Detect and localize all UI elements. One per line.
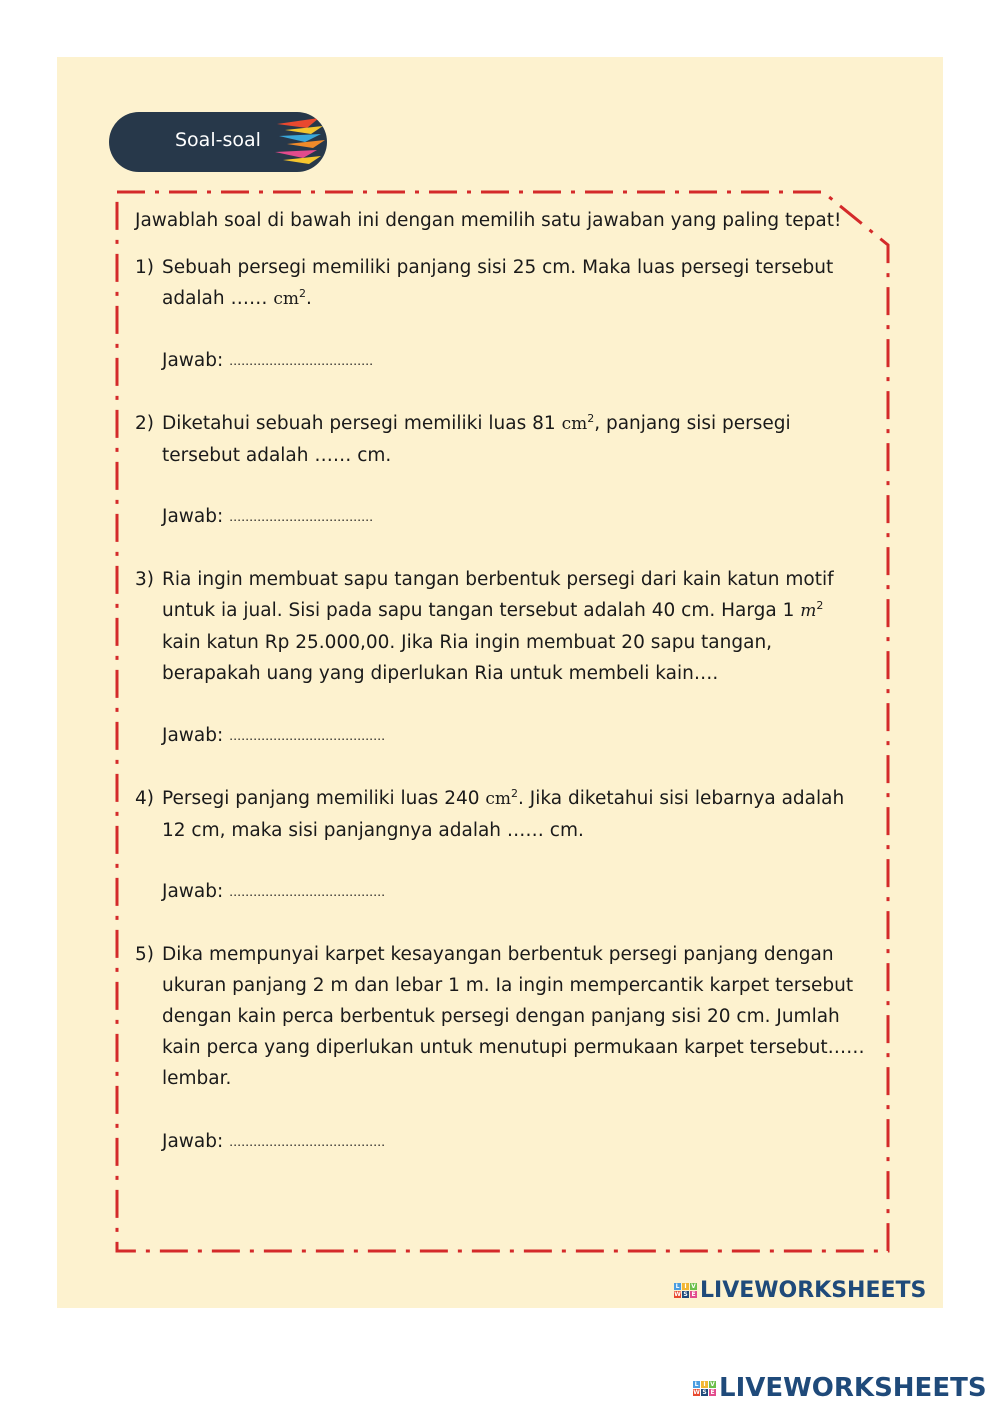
unit: cm bbox=[485, 789, 512, 809]
question-text-line: tersebut adalah …… cm. bbox=[162, 445, 392, 466]
unit: m bbox=[800, 601, 817, 621]
answer-label: Jawab: bbox=[162, 1131, 224, 1152]
liveworksheets-watermark: L I V W S E LIVEWORKSHEETS bbox=[674, 1278, 927, 1303]
section-title: Soal-soal bbox=[175, 129, 261, 151]
question-text-line: Diketahui sebuah persegi memiliki luas 81 $cm^2$, panjang sisi persegi bbox=[162, 411, 791, 434]
question-number: 4) bbox=[135, 788, 154, 809]
question-number: 2) bbox=[135, 413, 154, 434]
answer-blank[interactable]: ………………………………… bbox=[229, 885, 386, 899]
answer-blank[interactable]: ……………………………… bbox=[229, 510, 374, 524]
unit-exponent: 2 bbox=[816, 598, 824, 612]
unit: cm bbox=[561, 414, 588, 434]
question-text-line: lembar. bbox=[162, 1068, 232, 1089]
answer-field[interactable] bbox=[162, 876, 385, 908]
question-text-line: Dika mempunyai karpet kesayangan berbentuk persegi panjang dengan bbox=[162, 944, 834, 965]
answer-blank[interactable]: ………………………………… bbox=[229, 729, 386, 743]
question-text-line: Persegi panjang memiliki luas 240 $cm^2$. Jika diketahui sisi lebarnya adalah bbox=[162, 786, 845, 809]
answer-label: Jawab: bbox=[162, 350, 224, 371]
liveworksheets-logo-icon: L I V W S E bbox=[693, 1380, 715, 1396]
unit: cm bbox=[273, 289, 300, 309]
answer-blank[interactable]: ………………………………… bbox=[229, 1135, 386, 1149]
question-text-line: berapakah uang yang diperlukan Ria untuk membeli kain…. bbox=[162, 663, 719, 684]
question-text-line: untuk ia jual. Sisi pada sapu tangan tersebut adalah 40 cm. Harga 1 $m^2$ bbox=[162, 598, 824, 621]
unit-exponent: 2 bbox=[511, 786, 519, 800]
question-text-line: adalah …… $cm^2$. bbox=[162, 286, 312, 309]
answer-label: Jawab: bbox=[162, 506, 224, 527]
answer-field[interactable] bbox=[162, 345, 373, 377]
answer-blank[interactable]: ……………………………… bbox=[229, 354, 374, 368]
answer-label: Jawab: bbox=[162, 881, 224, 902]
question-text-line: dengan kain perca berbentuk persegi dengan panjang sisi 20 cm. Jumlah bbox=[162, 1006, 840, 1027]
liveworksheets-logo-icon: L I V W S E bbox=[674, 1283, 696, 1298]
answer-label: Jawab: bbox=[162, 725, 224, 746]
worksheet-page bbox=[57, 57, 943, 1308]
liveworksheets-watermark-bottom: L I V W S E LIVEWORKSHEETS bbox=[693, 1373, 987, 1403]
question-text-line: ukuran panjang 2 m dan lebar 1 m. Ia ingin mempercantik karpet tersebut bbox=[162, 975, 854, 996]
answer-field[interactable] bbox=[162, 501, 373, 533]
unit-exponent: 2 bbox=[587, 411, 595, 425]
question-text-line: 12 cm, maka sisi panjangnya adalah …… cm. bbox=[162, 820, 584, 841]
answer-field[interactable] bbox=[162, 1126, 385, 1158]
question-number: 1) bbox=[135, 257, 154, 278]
question-text-line: Sebuah persegi memiliki panjang sisi 25 cm. Maka luas persegi tersebut bbox=[162, 257, 834, 278]
answer-field[interactable] bbox=[162, 720, 385, 752]
question-text-line: kain katun Rp 25.000,00. Jika Ria ingin membuat 20 sapu tangan, bbox=[162, 632, 773, 653]
question-number: 3) bbox=[135, 569, 154, 590]
question-number: 5) bbox=[135, 944, 154, 965]
unit-exponent: 2 bbox=[299, 286, 307, 300]
question-text-line: kain perca yang diperlukan untuk menutupi permukaan karpet tersebut…… bbox=[162, 1037, 865, 1058]
question-text-line: Ria ingin membuat sapu tangan berbentuk persegi dari kain katun motif bbox=[162, 569, 834, 590]
instruction-text: Jawablah soal di bawah ini dengan memilih satu jawaban yang paling tepat! bbox=[135, 210, 842, 231]
